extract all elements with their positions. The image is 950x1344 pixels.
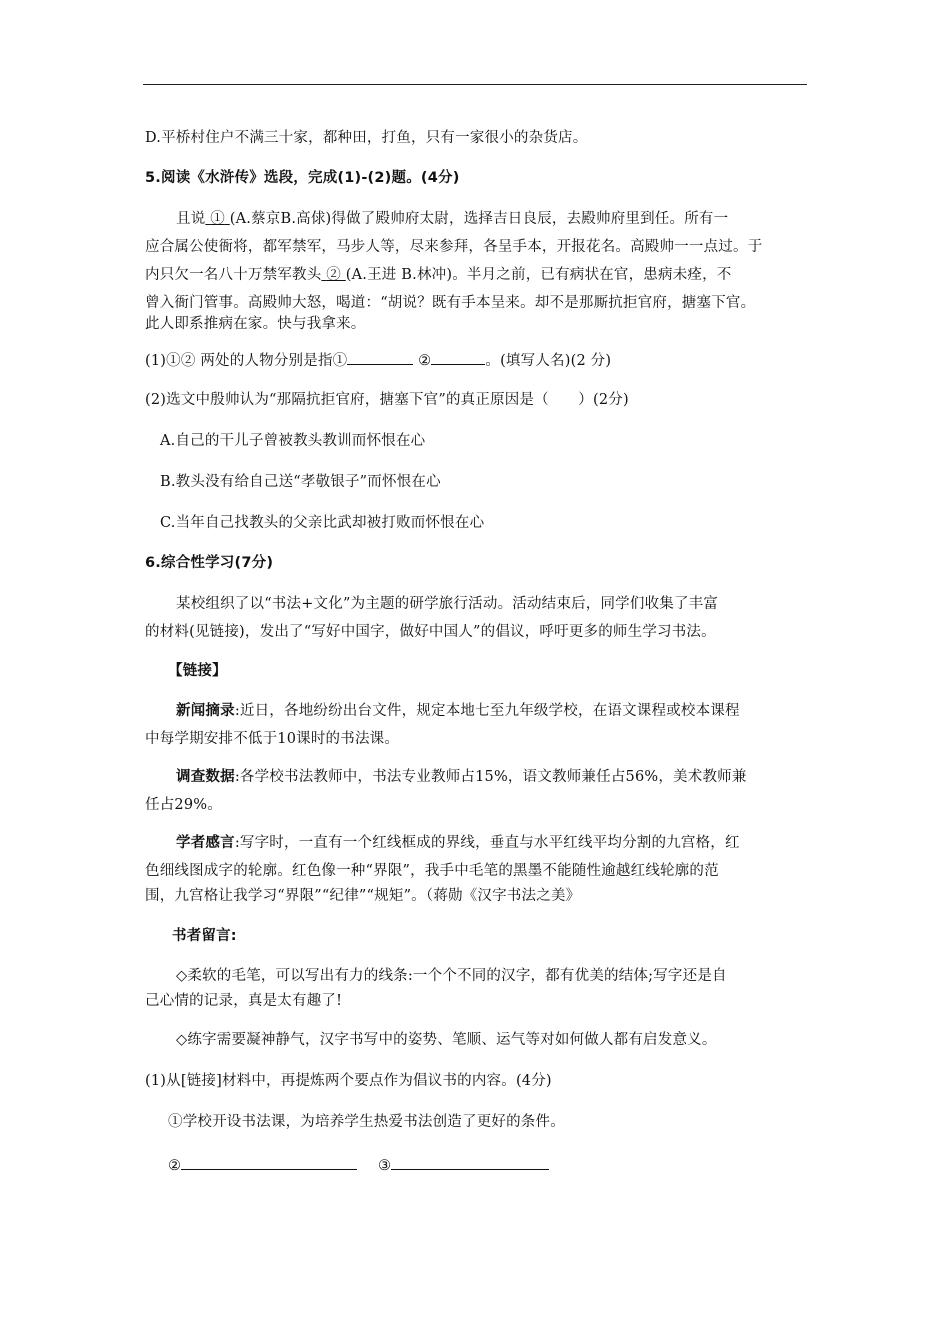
- answer-blank-1[interactable]: [347, 350, 413, 365]
- news-line2: 中每学期安排不低于10课时的书法课。: [145, 731, 400, 747]
- writer-note1-line1: ◇柔软的毛笔，可以写出有力的线条:一个个不同的汉字，都有优美的结体;写字还是自: [176, 968, 727, 984]
- q5-title: 5.阅读《水浒传》选段，完成(1)-(2)题。(4分): [145, 170, 460, 186]
- q5-passage-line2: 应合属公使衙将，都军禁军，马步人等，尽来参拜，各呈手本，开报花名。高殿帅一一点过。于: [145, 239, 763, 255]
- answer-blank-point3[interactable]: [391, 1155, 549, 1170]
- answer-blank-point2[interactable]: [181, 1155, 357, 1170]
- point-2-line: ②: [168, 1155, 357, 1176]
- scholar-line2: 色细线图成字的轮廓。红色像一种“界限”，我手中毛笔的黑墨不能随性逾越红线轮廓的范: [145, 863, 719, 879]
- q4-option-d: D.平桥村住户不满三十家，都种田，打鱼，只有一家很小的杂货店。: [145, 130, 588, 146]
- survey-label: 调查数据: [176, 769, 235, 785]
- survey-line2: 任占29%。: [145, 797, 222, 813]
- q5-option-a: A.自己的干儿子曾被教头教训而怀恨在心: [160, 433, 426, 449]
- answer-blank-2[interactable]: [431, 350, 485, 365]
- q5-sub2: (2)选文中殷帅认为“那隔抗拒官府，搪塞下官”的真正原因是（ ）(2分): [145, 392, 629, 408]
- q5-passage-line5: 此人即系推病在家。快与我拿来。: [145, 316, 366, 332]
- q5-passage-line3: [145, 265, 732, 285]
- survey-line1: 调查数据:各学校书法教师中，书法专业教师占15%，语文教师兼任占56%，美术教师兼: [176, 769, 747, 785]
- blank-marker-1: ①: [210, 211, 225, 227]
- q6-title: 6.综合性学习(7分): [145, 555, 274, 571]
- header-rule: [143, 84, 807, 85]
- scholar-line1: 学者感言:写字时，一直有一个红线框成的界线，垂直与水平红线平均分割的九宫格，红: [176, 835, 740, 851]
- q5-option-b: B.教头没有给自己送“孝敬银子”而怀恨在心: [160, 474, 441, 490]
- q6-intro-line2: 的材料(见链接)，发出了“写好中国字，做好中国人”的倡议，呼吁更多的师生学习书法。: [145, 624, 716, 640]
- passage-text: 且说: [176, 211, 206, 227]
- point-3-line: ③: [378, 1155, 549, 1176]
- q5-passage-line4: 曾入衙门管事。高殿帅大怒，喝道：“胡说？既有手本呈来。却不是那厮抗拒官府，搪塞下官。: [145, 295, 756, 311]
- q5-option-c: C.当年自己找教头的父亲比武却被打败而怀恨在心: [160, 515, 485, 531]
- writer-label: 书者留言:: [172, 928, 237, 944]
- q6-intro-line1: 某校组织了以“书法+文化”为主题的研学旅行活动。活动结束后，同学们收集了丰富: [176, 596, 719, 612]
- q5-sub1: (1)①② 两处的人物分别是指① ② 。(填写人名)(2 分): [145, 350, 611, 371]
- blank-marker-2: ②: [326, 267, 341, 283]
- point-1: ①学校开设书法课，为培养学生热爱书法创造了更好的条件。: [168, 1114, 565, 1130]
- q6-sub1: (1)从[链接]材料中，再提炼两个要点作为倡议书的内容。(4分): [145, 1073, 552, 1089]
- news-line1: 新闻摘录:近日，各地纷纷出台文件，规定本地七至九年级学校，在语文课程或校本课程: [176, 703, 740, 719]
- passage-text: (A.蔡京B.高俅)得做了殿帅府太尉，选择吉日良辰，去殿帅府里到任。所有一: [229, 211, 729, 227]
- scholar-line3: 围，九宫格让我学习“界限”“纪律”“规矩”。（蒋勋《汉字书法之美》: [145, 888, 581, 904]
- link-heading: 【链接】: [168, 663, 227, 679]
- passage-text: (A.王进 B.林冲)。半月之前，已有病状在官，患病未痊，不: [345, 267, 732, 283]
- writer-note2: ◇练字需要凝神静气，汉字书写中的姿势、笔顺、运气等对如何做人都有启发意义。: [176, 1032, 717, 1048]
- news-label: 新闻摘录: [176, 703, 235, 719]
- q5-passage-line1: [176, 209, 728, 229]
- passage-text: 内只欠一名八十万禁军教头: [145, 267, 322, 283]
- writer-note1-line2: 己心情的记录，真是太有趣了!: [145, 993, 343, 1009]
- scholar-label: 学者感言: [176, 835, 235, 851]
